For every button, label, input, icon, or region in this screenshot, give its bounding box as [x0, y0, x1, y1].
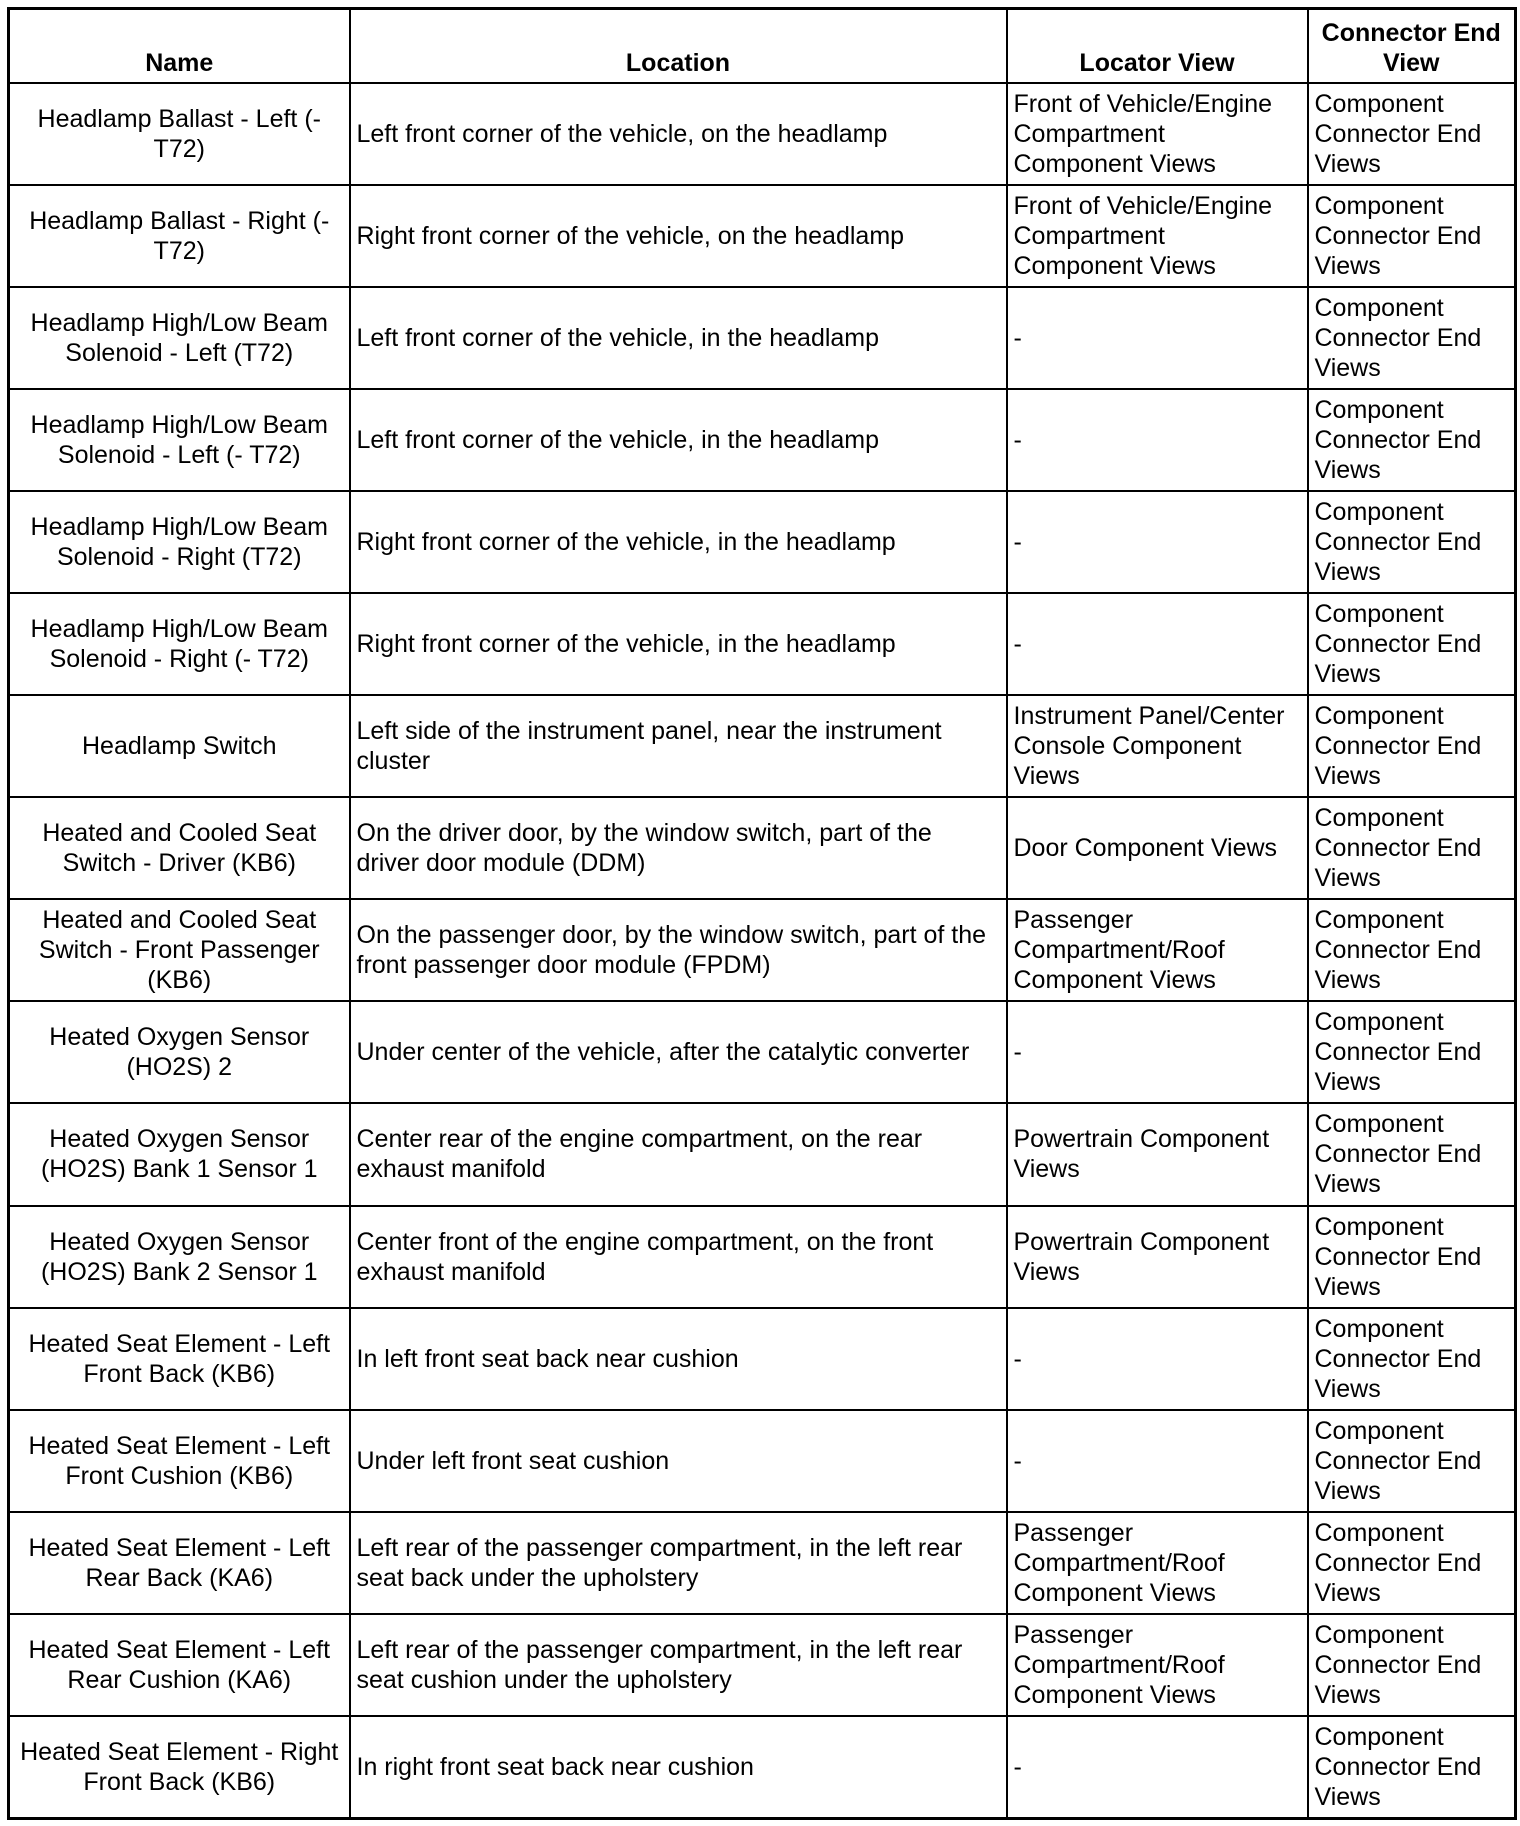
cell-location: Right front corner of the vehicle, in the headlamp: [350, 593, 1007, 695]
cell-locator-view: Passenger Compartment/Roof Component Views: [1007, 1512, 1308, 1614]
cell-locator-view: Instrument Panel/Center Console Component Views: [1007, 695, 1308, 797]
cell-locator-view: -: [1007, 287, 1308, 389]
cell-name: Heated Seat Element - Right Front Back (KB6): [9, 1716, 350, 1819]
table-row: [9, 1206, 1516, 1308]
cell-connector-end-view: Component Connector End Views: [1308, 1308, 1516, 1410]
cell-name: Headlamp Ballast - Left (- T72): [9, 83, 350, 185]
table-row: [9, 491, 1516, 593]
cell-connector-end-view: Component Connector End Views: [1308, 1206, 1516, 1308]
cell-location: Right front corner of the vehicle, on the headlamp: [350, 185, 1007, 287]
cell-locator-view: -: [1007, 1001, 1308, 1103]
cell-connector-end-view: Component Connector End Views: [1308, 1512, 1516, 1614]
header-locator-view: Locator View: [1007, 9, 1308, 84]
cell-connector-end-view: Component Connector End Views: [1308, 1103, 1516, 1205]
cell-location: In left front seat back near cushion: [350, 1308, 1007, 1410]
cell-name: Headlamp Ballast - Right (- T72): [9, 185, 350, 287]
cell-location: Center front of the engine compartment, on the front exhaust manifold: [350, 1206, 1007, 1308]
cell-name: Heated Seat Element - Left Front Cushion (KB6): [9, 1410, 350, 1512]
cell-name: Headlamp High/Low Beam Solenoid - Left (- T72): [9, 389, 350, 491]
cell-locator-view: -: [1007, 1716, 1308, 1819]
cell-location: In right front seat back near cushion: [350, 1716, 1007, 1819]
cell-locator-view: Front of Vehicle/Engine Compartment Component Views: [1007, 83, 1308, 185]
cell-locator-view: Powertrain Component Views: [1007, 1206, 1308, 1308]
cell-name: Headlamp High/Low Beam Solenoid - Right (- T72): [9, 593, 350, 695]
cell-locator-view: Passenger Compartment/Roof Component Views: [1007, 899, 1308, 1001]
cell-connector-end-view: Component Connector End Views: [1308, 83, 1516, 185]
cell-location: Under left front seat cushion: [350, 1410, 1007, 1512]
cell-connector-end-view: Component Connector End Views: [1308, 1001, 1516, 1103]
cell-location: Left front corner of the vehicle, in the headlamp: [350, 389, 1007, 491]
cell-connector-end-view: Component Connector End Views: [1308, 185, 1516, 287]
table-header-row: [9, 9, 1516, 84]
cell-connector-end-view: Component Connector End Views: [1308, 593, 1516, 695]
table-row: [9, 1512, 1516, 1614]
cell-name: Heated Oxygen Sensor (HO2S) Bank 1 Sensor 1: [9, 1103, 350, 1205]
cell-name: Headlamp Switch: [9, 695, 350, 797]
header-name: Name: [9, 9, 350, 84]
cell-location: Left front corner of the vehicle, on the headlamp: [350, 83, 1007, 185]
table-row: [9, 1103, 1516, 1205]
cell-connector-end-view: Component Connector End Views: [1308, 1410, 1516, 1512]
cell-location: On the passenger door, by the window switch, part of the front passenger door module (FPDM): [350, 899, 1007, 1001]
cell-connector-end-view: Component Connector End Views: [1308, 695, 1516, 797]
component-locator-table: [7, 7, 1517, 1820]
cell-connector-end-view: Component Connector End Views: [1308, 287, 1516, 389]
table-row: [9, 83, 1516, 185]
cell-name: Heated and Cooled Seat Switch - Front Passenger (KB6): [9, 899, 350, 1001]
cell-name: Heated Seat Element - Left Rear Cushion (KA6): [9, 1614, 350, 1716]
cell-locator-view: -: [1007, 1308, 1308, 1410]
cell-location: Center rear of the engine compartment, on the rear exhaust manifold: [350, 1103, 1007, 1205]
cell-locator-view: -: [1007, 1410, 1308, 1512]
table-row: [9, 185, 1516, 287]
cell-name: Heated Seat Element - Left Front Back (KB6): [9, 1308, 350, 1410]
cell-location: Left side of the instrument panel, near the instrument cluster: [350, 695, 1007, 797]
table-row: [9, 695, 1516, 797]
cell-locator-view: Powertrain Component Views: [1007, 1103, 1308, 1205]
cell-connector-end-view: Component Connector End Views: [1308, 1614, 1516, 1716]
cell-connector-end-view: Component Connector End Views: [1308, 899, 1516, 1001]
cell-name: Headlamp High/Low Beam Solenoid - Left (T72): [9, 287, 350, 389]
cell-connector-end-view: Component Connector End Views: [1308, 1716, 1516, 1819]
table-row: [9, 389, 1516, 491]
cell-name: Heated Seat Element - Left Rear Back (KA6): [9, 1512, 350, 1614]
header-location: Location: [350, 9, 1007, 84]
header-connector-end-view: Connector End View: [1308, 9, 1516, 84]
cell-name: Headlamp High/Low Beam Solenoid - Right (T72): [9, 491, 350, 593]
cell-name: Heated Oxygen Sensor (HO2S) Bank 2 Sensor 1: [9, 1206, 350, 1308]
table-row: [9, 593, 1516, 695]
table-row: [9, 287, 1516, 389]
cell-locator-view: -: [1007, 593, 1308, 695]
cell-location: Under center of the vehicle, after the catalytic converter: [350, 1001, 1007, 1103]
table-row: [9, 1716, 1516, 1819]
cell-connector-end-view: Component Connector End Views: [1308, 797, 1516, 899]
table-row: [9, 1410, 1516, 1512]
cell-location: Right front corner of the vehicle, in the headlamp: [350, 491, 1007, 593]
cell-locator-view: Passenger Compartment/Roof Component Views: [1007, 1614, 1308, 1716]
cell-locator-view: Front of Vehicle/Engine Compartment Component Views: [1007, 185, 1308, 287]
cell-location: On the driver door, by the window switch, part of the driver door module (DDM): [350, 797, 1007, 899]
cell-locator-view: Door Component Views: [1007, 797, 1308, 899]
cell-location: Left front corner of the vehicle, in the headlamp: [350, 287, 1007, 389]
table-row: [9, 899, 1516, 1001]
cell-name: Heated and Cooled Seat Switch - Driver (KB6): [9, 797, 350, 899]
cell-locator-view: -: [1007, 389, 1308, 491]
table-row: [9, 1001, 1516, 1103]
cell-location: Left rear of the passenger compartment, in the left rear seat cushion under the upholstery: [350, 1614, 1007, 1716]
cell-location: Left rear of the passenger compartment, in the left rear seat back under the upholstery: [350, 1512, 1007, 1614]
table-row: [9, 797, 1516, 899]
cell-connector-end-view: Component Connector End Views: [1308, 389, 1516, 491]
cell-locator-view: -: [1007, 491, 1308, 593]
cell-name: Heated Oxygen Sensor (HO2S) 2: [9, 1001, 350, 1103]
table-row: [9, 1308, 1516, 1410]
cell-connector-end-view: Component Connector End Views: [1308, 491, 1516, 593]
table-row: [9, 1614, 1516, 1716]
